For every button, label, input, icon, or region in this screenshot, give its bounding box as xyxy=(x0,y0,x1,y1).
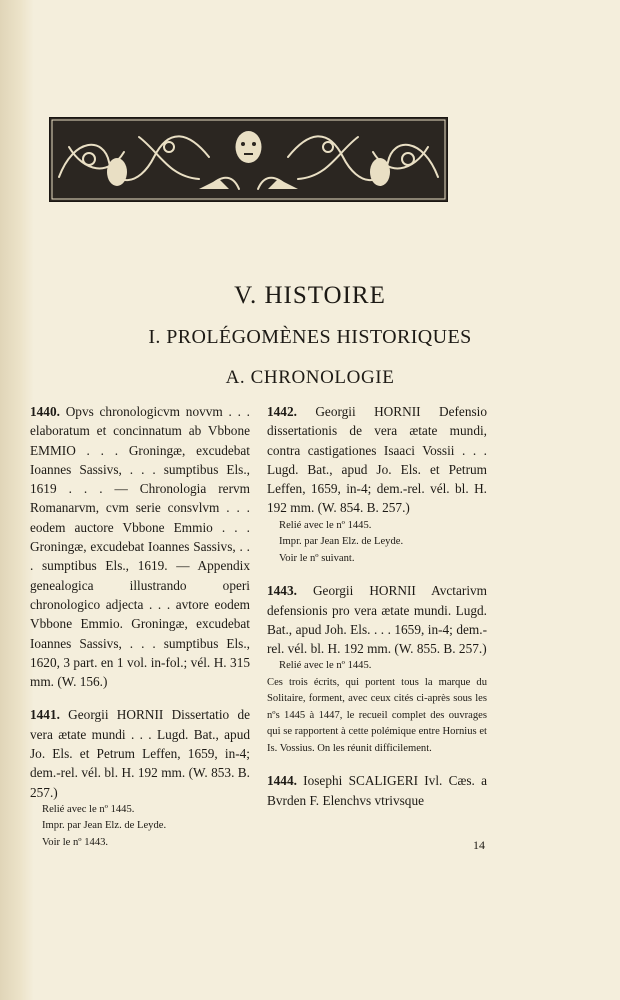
subsection-title: A. CHRONOLOGIE xyxy=(225,367,395,388)
right-column xyxy=(267,402,487,810)
entry-note-paragraph: Ces trois écrits, qui portent tous la marque du Solitaire, forment, avec ceux cités ci-après sous les nºs 1445 à 1447, le recueil complet des ouvrages qui se rapportent à cette polémique entre Hornius et Is. Vossius. On les réunit difficilement. xyxy=(267,676,487,754)
entry-note: Voir le nº 1443. xyxy=(42,836,109,848)
entry-number: 1444. xyxy=(267,773,297,789)
entry-number: 1441. xyxy=(30,707,60,723)
chapter-title: I. PROLÉGOMÈNES HISTORIQUES xyxy=(148,326,472,348)
entry-1443 xyxy=(267,581,487,757)
entry-number: 1440. xyxy=(30,404,60,419)
entry-note: Voir le nº suivant. xyxy=(279,552,355,564)
entry-text: Opvs chronologicvm novvm . . . elaboratum et concinnatum ab Vbbone EMMIO . . . Groningæ, excudebat Ioannes Sassivs, . . . sumptibus Els., 1619 . . . — Chronologia rervm Romanarvm, cvm serie consvlvm . . . eodem auctore Vbbone Emmio . . . Groningæ, excudebat Ioannes Sassivs, . . . sumptibus Els., 1619. — Appendix genealogica illustrando operi chronologico adjecta . . . avtore eodem Vbbone Emmio. Groningæ, excudebat Ioannes Sassivs, . . . sumptibus Els., 1620, 3 part. en 1 vol. in-fol.; vél. H. 315 mm. (W. 156.) xyxy=(30,404,250,690)
decorative-headpiece xyxy=(49,117,448,202)
entry-1441 xyxy=(30,705,250,851)
entry-note: Relié avec le nº 1445. xyxy=(42,803,135,815)
entry-note: Relié avec le nº 1445. xyxy=(279,519,372,531)
entry-text: Georgii HORNII Defensio dissertationis de vera ætate mundi, contra castigationes Isaaci Vossii . . . Lugd. Bat., apud Jo. Els. et Petrum Leffen, 1659, in-4; dem.-rel. vél. bl. H. 192 mm. (W. 854. B. 257.) xyxy=(267,404,487,516)
entry-1440 xyxy=(30,402,250,691)
page-edge-shadow xyxy=(0,0,34,1000)
entry-note: Relié avec le nº 1445. xyxy=(279,660,372,672)
entry-number: 1443. xyxy=(267,583,297,599)
entry-text: Georgii HORNII Avctarivm defensionis pro vera ætate mundi. Lugd. Bat., apud Joh. Els. . . . 1659, in-4; dem.-rel. vél. bl. H. 192 mm. (W. 855. B. 257.) xyxy=(267,583,488,657)
entry-note: Impr. par Jean Elz. de Leyde. xyxy=(279,536,404,548)
entry-1442 xyxy=(267,402,487,567)
entry-text: Georgii HORNII Dissertatio de vera ætate mundi . . . Lugd. Bat., apud Jo. Els. et Petrum Leffen, 1659, in-4; dem.-rel. vél. bl. H. 192 mm. (W. 853. B. 257.) xyxy=(30,707,250,800)
entry-1444 xyxy=(267,771,487,810)
entry-number: 1442. xyxy=(267,404,297,419)
page-number: 14 xyxy=(473,838,485,852)
section-title: V. HISTOIRE xyxy=(234,282,386,309)
entry-text: Iosephi SCALIGERI Ivl. Cæs. a Bvrden F. Elenchvs vtrivsque xyxy=(267,773,487,808)
left-column xyxy=(30,402,250,851)
entry-note: Impr. par Jean Elz. de Leyde. xyxy=(42,820,167,832)
